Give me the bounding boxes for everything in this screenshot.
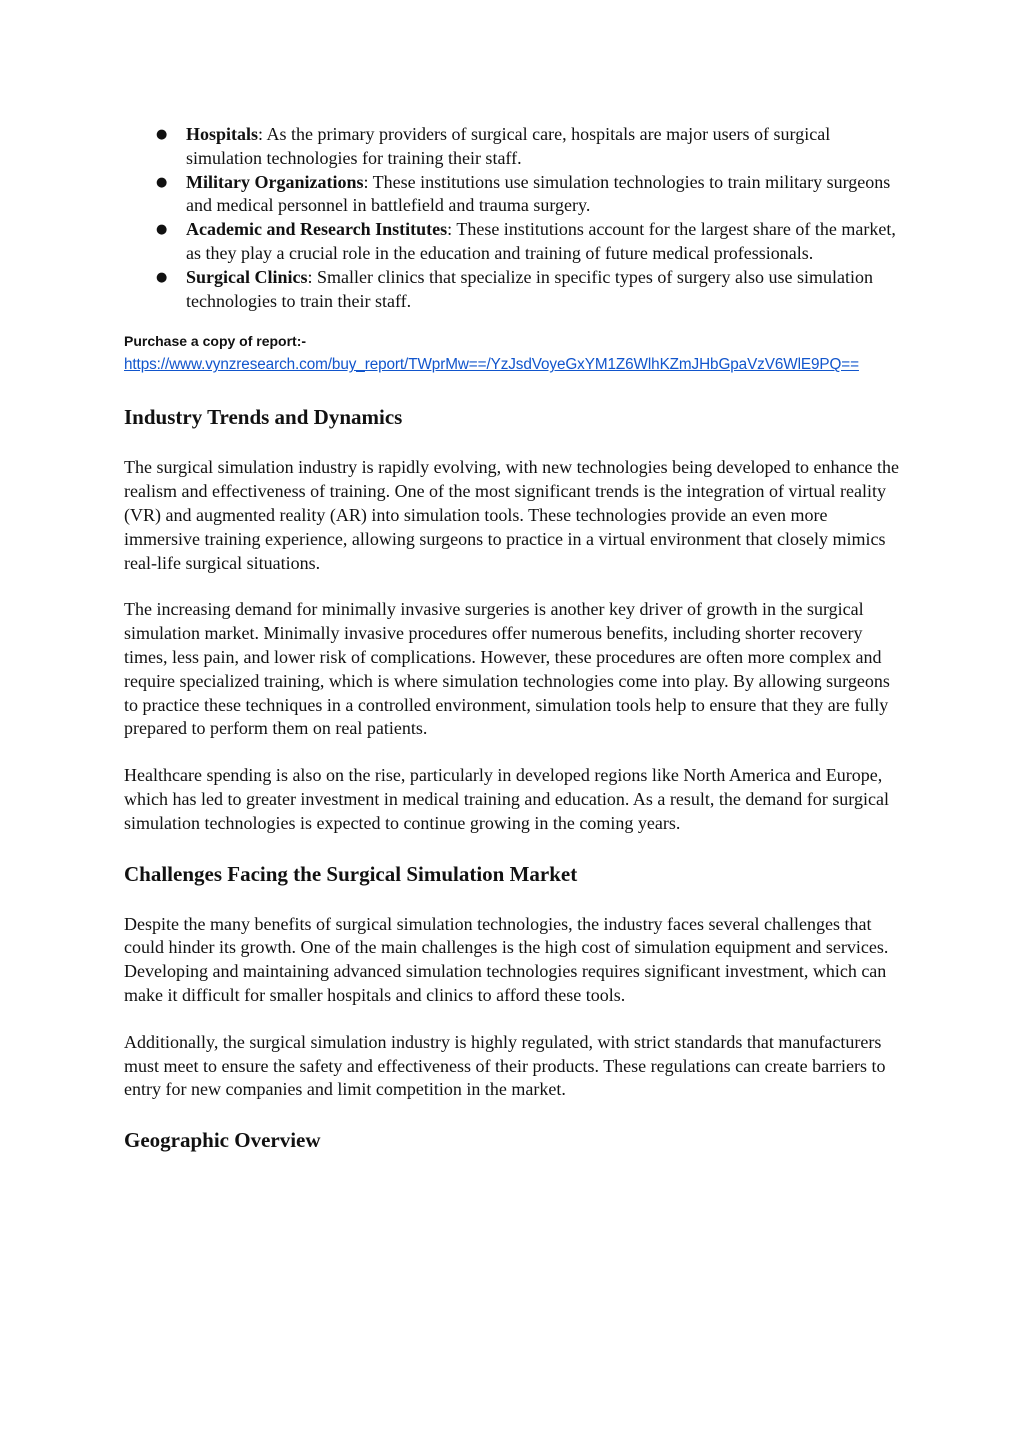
paragraph: Healthcare spending is also on the rise, particularly in developed regions like North America and Europe, which has led to greater investment in medical training and education. As a result, the demand for surgical simulation technologies is expected to continue growing in the coming years.	[124, 765, 889, 833]
list-item	[124, 266, 900, 314]
list-item	[124, 171, 900, 219]
list-item-text: : These institutions use simulation technologies to train military surgeons and medical personnel in battlefield and trauma surgery.	[186, 171, 891, 216]
list-item-term: Military Organizations	[186, 171, 364, 192]
section-heading-challenges: Challenges Facing the Surgical Simulation Market	[124, 861, 578, 886]
paragraph: Despite the many benefits of surgical simulation technologies, the industry faces several challenges that could hinder its growth. One of the main challenges is the high cost of simulation equipment and services. Developing and maintaining advanced simulation technologies requires significant investment, which can make it difficult for smaller hospitals and clinics to afford these tools.	[124, 913, 889, 1005]
purchase-report-link[interactable]: https://www.vynzresearch.com/buy_report/TWprMw==/YzJsdVoyeGxYM1Z6WlhKZmJHbGpaVzV6WlE9PQ==	[124, 356, 859, 374]
purchase-label: Purchase a copy of report:-	[124, 333, 307, 350]
list-item-term: Surgical Clinics	[186, 266, 308, 287]
purchase-block	[124, 329, 900, 377]
list-item	[124, 218, 900, 266]
bullet-icon: ●	[156, 174, 168, 190]
section-heading-geographic: Geographic Overview	[124, 1128, 321, 1153]
end-user-list	[124, 123, 900, 313]
section-heading-trends: Industry Trends and Dynamics	[124, 405, 403, 430]
document-page	[124, 123, 900, 1154]
list-item-text: : Smaller clinics that specialize in specific types of surgery also use simulation technologies to train their staff.	[186, 266, 874, 311]
list-item-term: Academic and Research Institutes	[186, 219, 448, 240]
bullet-icon: ●	[156, 222, 168, 238]
list-item-term: Hospitals	[186, 124, 259, 144]
list-item	[124, 123, 900, 171]
list-item-text: : As the primary providers of surgical care, hospitals are major users of surgical simulation technologies for training their staff.	[186, 124, 831, 168]
bullet-icon: ●	[156, 269, 168, 285]
paragraph: The surgical simulation industry is rapidly evolving, with new technologies being developed to enhance the realism and effectiveness of training. One of the most significant trends is the integration of virtual reality (VR) and augmented reality (AR) into simulation tools. These technologies provide an even more immersive training experience, allowing surgeons to practice in a virtual environment that closely mimics real-life surgical situations.	[124, 457, 899, 573]
bullet-icon: ●	[156, 127, 168, 142]
list-item-text: : These institutions account for the largest share of the market, as they play a crucial role in the education and training of future medical professionals.	[186, 219, 896, 263]
paragraph: Additionally, the surgical simulation industry is highly regulated, with strict standards that manufacturers must meet to ensure the safety and effectiveness of their products. These regulations can create barriers to entry for new companies and limit competition in the market.	[124, 1031, 886, 1100]
paragraph: The increasing demand for minimally invasive surgeries is another key driver of growth in the surgical simulation market. Minimally invasive procedures offer numerous benefits, including shorter recovery times, less pain, and lower risk of complications. However, these procedures are often more complex and require specialized training, which is where simulation technologies come into play. By allowing surgeons to practice these techniques in a controlled environment, simulation tools help to ensure that they are fully prepared to perform them on real patients.	[124, 599, 890, 739]
